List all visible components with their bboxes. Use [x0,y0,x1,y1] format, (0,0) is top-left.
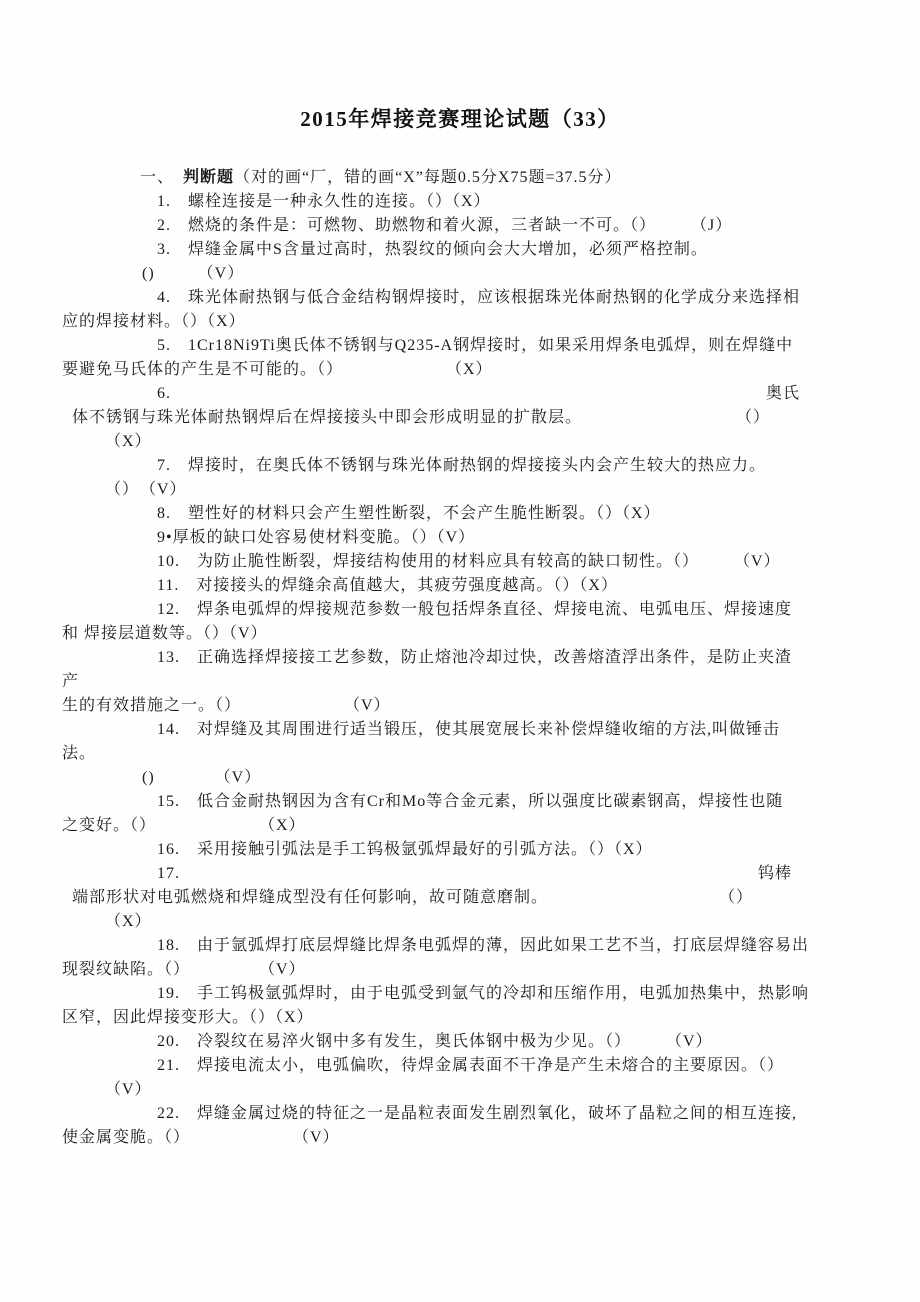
text-line: 应的焊接材料。（）（X） [62,313,246,330]
text-line: 17. 钨棒 [157,865,793,882]
text-line: 生的有效措施之一。（） （V） [62,697,391,714]
text-line: 21. 焊接电流太小，电弧偏吹，待焊金属表面不干净是产生未熔合的主要原因。（） [157,1057,785,1074]
text-line: 10. 为防止脆性断裂，焊接结构使用的材料应具有较高的缺口韧性。（） （V） [157,553,781,570]
text-line: 4. 珠光体耐热钢与低合金结构钢焊接时，应该根据珠光体耐热钢的化学成分来选择相 [157,289,801,306]
text-line: （V） [105,1081,152,1098]
section-number: 一、 [140,169,184,186]
text-line: （X） [105,913,152,930]
text-line: 法。 [62,745,97,762]
text-line: 产 [62,673,80,690]
section-name: 判断题 [183,169,235,186]
text-line: () （V） [142,769,262,786]
page-title: 2015年焊接竞赛理论试题（33） [300,107,620,131]
text-line: 要避免马氏体的产生是不可能的。（） （X） [62,361,493,378]
text-line: 端部形状对电弧燃烧和焊缝成型没有任何影响，故可随意磨制。 （） [72,889,754,906]
text-line: 3. 焊缝金属中S含量过高时，热裂纹的倾向会大大增加，必须严格控制。 [157,241,708,258]
text-line: （X） [105,433,152,450]
text-line: 14. 对焊缝及其周围进行适当锻压，使其展宽展长来补偿焊缝收缩的方法,叫做锤击 [157,721,781,738]
text-line: 7. 焊接时，在奥氏体不锈钢与珠光体耐热钢的焊接接头内会产生较大的热应力。 [157,457,767,474]
section-heading [62,166,852,190]
text-line: 体不锈钢与珠光体耐热钢焊后在焊接接头中即会形成明显的扩散层。 （） [72,409,771,426]
text-line: 之变好。（） （X） [62,817,306,834]
document-lines [62,190,852,1150]
text-line: 16. 采用接触引弧法是手工钨极氩弧焊最好的引弧方法。（）（X） [157,841,653,858]
text-line: () （V） [142,265,245,282]
document-body [62,166,852,1150]
text-line: 和 焊接层道数等。（）（V） [62,625,268,642]
text-line: 5. 1Cr18Ni9Ti奥氏体不锈钢与Q235-A钢焊接时，如果采用焊条电弧焊，则在焊缝中 [157,337,794,354]
text-line: 15. 低合金耐热钢因为含有Cr和Mo等合金元素，所以强度比碳素钢高，焊接性也随 [157,793,784,810]
text-line: 现裂纹缺陷。（） （V） [62,961,306,978]
text-line: 22. 焊缝金属过烧的特征之一是晶粒表面发生剧烈氧化，破坏了晶粒之间的相互连接, [157,1105,798,1122]
text-line: 8. 塑性好的材料只会产生塑性断裂，不会产生脆性断裂。（）（X） [157,505,661,522]
text-line: 13. 正确选择焊接接工艺参数，防止熔池冷却过快，改善熔渣浮出条件，是防止夹渣 [157,649,793,666]
text-line: 2. 燃烧的条件是：可燃物、助燃物和着火源，三者缺一不可。（） （J） [157,217,733,234]
text-line: 使金属变脆。（） （V） [62,1129,340,1146]
text-line: 11. 对接接头的焊缝余高值越大，其疲劳强度越高。（）（X） [157,577,618,594]
section-description: （对的画“厂，错的画“X”每题0.5分X75题=37.5分） [234,169,622,186]
text-line: 1. 螺栓连接是一种永久性的连接。（）（X） [157,193,491,210]
text-line: 9•厚板的缺口处容易使材料变脆。（）（V） [157,529,476,546]
text-line: 18. 由于氩弧焊打底层焊缝比焊条电弧焊的薄，因此如果工艺不当，打底层焊缝容易出 [157,937,810,954]
text-line: 区窄，因此焊接变形大。（）（X） [62,1009,314,1026]
text-line: 20. 冷裂纹在易淬火钢中多有发生，奥氏体钢中极为少见。（） （V） [157,1033,713,1050]
text-line: （） （V） [105,481,187,498]
text-line: 19. 手工钨极氩弧焊时，由于电弧受到氩气的冷却和压缩作用，电弧加热集中，热影响 [157,985,810,1002]
text-line: 12. 焊条电弧焊的焊接规范参数一般包括焊条直径、焊接电流、电弧电压、焊接速度 [157,601,793,618]
text-line: 6. 奥氏 [157,385,801,402]
